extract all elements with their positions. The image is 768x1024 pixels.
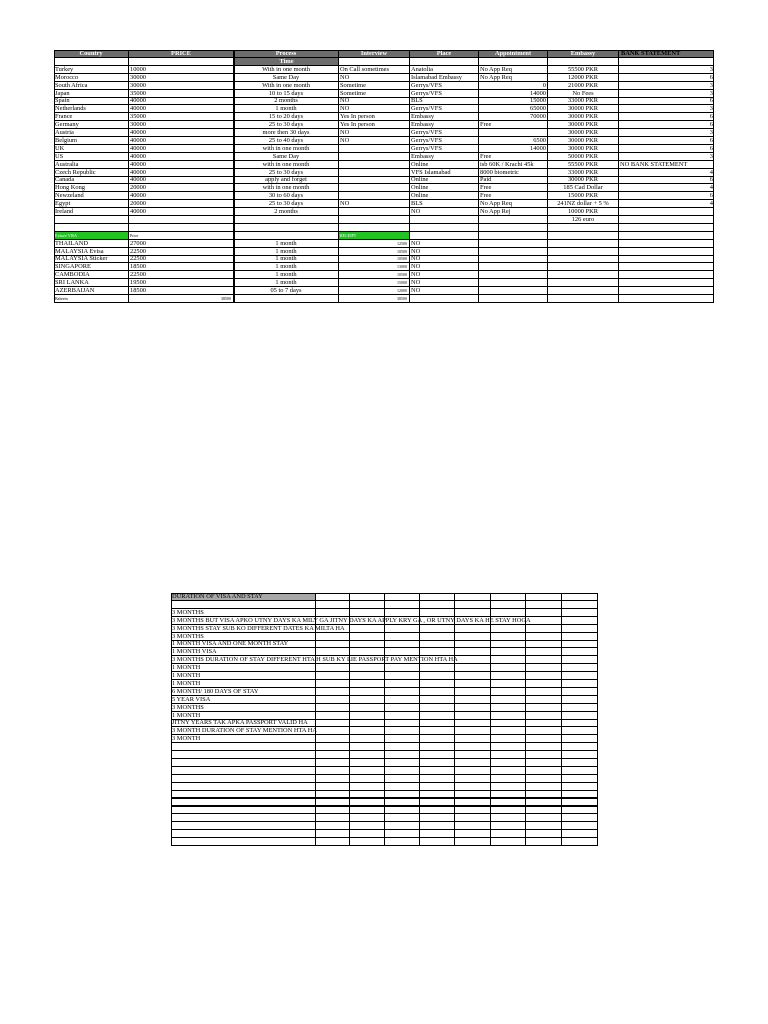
- table-cell[interactable]: 30000 PKR: [548, 137, 619, 145]
- table-cell[interactable]: 3 MONTH DURATION OF STAY MENTION HTA HA: [172, 727, 317, 735]
- receipt-value: 13000: [397, 264, 407, 270]
- column-divider: [233, 50, 235, 303]
- table-cell[interactable]: apply and forget: [234, 176, 339, 184]
- table-cell[interactable]: 33000 PKR: [548, 97, 619, 105]
- table-cell[interactable]: 40000: [129, 208, 234, 216]
- column-header-continued[interactable]: Time: [234, 58, 339, 66]
- trailing-digit: 6: [709, 136, 713, 144]
- table-cell[interactable]: Online: [410, 161, 479, 169]
- table-cell[interactable]: 8000 biometric: [479, 169, 548, 177]
- table-cell[interactable]: 3 MONTHS STAY SUB KO DIFFERENT DATES KA MILTA HA: [172, 624, 345, 632]
- table-cell[interactable]: 05 to 7 days: [234, 287, 339, 295]
- table-cell[interactable]: Egypt: [54, 200, 129, 208]
- table-cell[interactable]: SINGAPORE: [54, 263, 129, 271]
- table-cell[interactable]: 40000: [129, 105, 234, 113]
- table-cell[interactable]: Free: [479, 192, 548, 200]
- table-cell[interactable]: 40000: [129, 153, 234, 161]
- table-cell[interactable]: 40000: [129, 145, 234, 153]
- table-cell[interactable]: No Fees: [548, 90, 619, 98]
- table-cell[interactable]: 241NZ dollar + 5 %: [548, 200, 619, 208]
- table-cell[interactable]: Online: [410, 192, 479, 200]
- table-cell[interactable]: Japan: [54, 90, 129, 98]
- table-frame: [54, 50, 714, 303]
- trailing-digit: 6: [709, 176, 713, 184]
- column-header[interactable]: Appointment: [479, 50, 548, 58]
- table-cell[interactable]: Paid: [479, 176, 548, 184]
- table-cell[interactable]: 35000: [129, 90, 234, 98]
- table-cell[interactable]: With in one month: [234, 66, 339, 74]
- table-cell[interactable]: THAILAND: [54, 240, 129, 248]
- table-cell[interactable]: 20000: [129, 184, 234, 192]
- column-header[interactable]: Embassy: [548, 50, 619, 58]
- table-cell[interactable]: 27000: [129, 240, 234, 248]
- table-cell[interactable]: 30000: [129, 74, 234, 82]
- table-cell[interactable]: 1 MONTH: [171, 680, 316, 688]
- table-cell[interactable]: 30 to 60 days: [234, 192, 339, 200]
- table-cell[interactable]: JITNY YEARS TAK APKA PASSPORT VALID HA: [171, 719, 316, 727]
- table-cell[interactable]: 65000: [479, 105, 548, 113]
- table-cell[interactable]: 2 months: [234, 97, 339, 105]
- receipt-value: 12000: [397, 288, 407, 293]
- table-cell[interactable]: NO: [410, 287, 479, 295]
- table-cell[interactable]: No App Req: [479, 200, 548, 208]
- row-divider: [171, 797, 598, 799]
- table-cell[interactable]: No App Rej: [479, 208, 548, 216]
- row-divider: [54, 152, 714, 154]
- table-cell[interactable]: 25 to 40 days: [234, 137, 339, 145]
- table-cell[interactable]: Newzeland: [54, 192, 129, 200]
- table-cell[interactable]: No App Req: [479, 66, 548, 74]
- table-cell[interactable]: 30000 PKR: [548, 105, 619, 113]
- table-cell[interactable]: 10000: [129, 66, 234, 74]
- table-cell[interactable]: MALAYSIA Sticker: [54, 255, 129, 263]
- table-cell[interactable]: BLS: [410, 97, 479, 105]
- table-cell[interactable]: 40000: [129, 192, 234, 200]
- table-cell[interactable]: 35000: [129, 113, 234, 121]
- table-cell[interactable]: NO: [410, 240, 479, 248]
- table-cell[interactable]: 10 to 15 days: [234, 90, 339, 98]
- table-cell[interactable]: 3 MONTHS: [171, 633, 316, 641]
- table-cell[interactable]: Ireland: [54, 208, 129, 216]
- table-cell[interactable]: 22500: [129, 255, 234, 263]
- table-cell[interactable]: 40000: [129, 97, 234, 105]
- table-cell[interactable]: Gerrys/VFS: [410, 82, 479, 90]
- table-cell[interactable]: Online: [410, 184, 479, 192]
- row-divider: [54, 65, 714, 67]
- table-cell[interactable]: 20000: [129, 200, 234, 208]
- table-cell[interactable]: 126 euro: [548, 216, 619, 224]
- table-cell[interactable]: 25 to 30 days: [234, 169, 339, 177]
- table-cell[interactable]: Bahrein: [54, 295, 129, 303]
- table-cell[interactable]: 12000 PKR: [548, 74, 619, 82]
- row-divider: [54, 57, 714, 59]
- trailing-digit: 4: [709, 200, 713, 208]
- table-cell[interactable]: On Call sometimes: [339, 66, 410, 74]
- table-cell[interactable]: South Africa: [54, 82, 129, 90]
- table-cell[interactable]: NO: [339, 97, 410, 105]
- table-cell[interactable]: Belgium: [54, 137, 129, 145]
- table-cell[interactable]: 70000: [479, 113, 548, 121]
- table-cell[interactable]: 1 month: [234, 248, 339, 256]
- table-cell[interactable]: 30000 PKR: [548, 121, 619, 129]
- table-cell[interactable]: Free: [479, 121, 548, 129]
- table-cell[interactable]: 10000 PKR: [548, 208, 619, 216]
- table-cell[interactable]: Germany: [54, 121, 129, 129]
- trailing-digit: 6: [709, 113, 713, 121]
- table-cell[interactable]: with in one month: [234, 161, 339, 169]
- table-cell[interactable]: 30000 PKR: [548, 129, 619, 137]
- table-cell[interactable]: 1 month: [234, 105, 339, 113]
- table-cell[interactable]: 6 MONTH/ 180 DAYS OF STAY: [171, 688, 316, 696]
- trailing-digit: 3: [709, 152, 713, 160]
- table-cell[interactable]: 40000: [129, 161, 234, 169]
- table-cell[interactable]: Same Day: [234, 153, 339, 161]
- table-cell[interactable]: 30000 PKR: [548, 176, 619, 184]
- table-cell[interactable]: Online: [410, 176, 479, 184]
- trailing-digit: 3: [709, 65, 713, 73]
- row-divider: [171, 805, 598, 807]
- table-frame: [171, 593, 598, 846]
- table-cell[interactable]: Anatolia: [410, 66, 479, 74]
- column-header[interactable]: Interview: [339, 50, 410, 58]
- table-cell[interactable]: NO: [410, 279, 479, 287]
- table-cell[interactable]: 30000 PKR: [548, 145, 619, 153]
- trailing-digit: 3: [709, 129, 713, 136]
- table-cell[interactable]: Yes In person: [339, 121, 410, 129]
- trailing-digit: 4: [709, 168, 713, 176]
- row-divider: [54, 144, 714, 146]
- table-cell[interactable]: 30000: [129, 121, 234, 129]
- table-cell[interactable]: 30000 PKR: [548, 113, 619, 121]
- table-cell[interactable]: 3 MONTHS: [171, 704, 316, 712]
- table-cell[interactable]: 1 MONTH: [171, 712, 316, 720]
- table-cell[interactable]: 185 Cad Dollar: [548, 184, 619, 192]
- table-cell[interactable]: 15000 PKR: [548, 192, 619, 200]
- table-cell[interactable]: Czech Republic: [54, 169, 129, 177]
- table-cell[interactable]: 40000: [129, 129, 234, 137]
- table-cell[interactable]: Sometime: [339, 90, 410, 98]
- table-cell[interactable]: more then 30 days: [234, 129, 339, 137]
- table-cell[interactable]: Yes In person: [339, 113, 410, 121]
- table-cell[interactable]: NO: [339, 74, 410, 82]
- table-cell[interactable]: 3 MONTHS: [171, 609, 316, 617]
- table-cell[interactable]: NO: [410, 263, 479, 271]
- table-cell[interactable]: Embassy: [410, 153, 479, 161]
- table-cell[interactable]: Free: [479, 153, 548, 161]
- receipt-value: 10500: [397, 256, 407, 262]
- table-cell[interactable]: Gerrys/VFS: [410, 105, 479, 113]
- trailing-digit: 6: [709, 73, 713, 81]
- table-cell[interactable]: 55500 PKR: [548, 66, 619, 74]
- table-cell[interactable]: Gerrys/VFS: [410, 129, 479, 137]
- table-cell[interactable]: France: [54, 113, 129, 121]
- duration-header[interactable]: DURATION OF VISA AND STAY: [171, 593, 316, 601]
- table-cell[interactable]: 1 MONTH VISA AND ONE MONTH STAY: [171, 640, 316, 648]
- trailing-digit: 3: [709, 89, 713, 97]
- table-cell[interactable]: Sometime: [339, 82, 410, 90]
- table-cell[interactable]: NO: [339, 200, 410, 208]
- column-header[interactable]: Place: [410, 50, 479, 58]
- table-cell[interactable]: Canada: [54, 176, 129, 184]
- table-cell[interactable]: 15000: [479, 97, 548, 105]
- table-cell[interactable]: 0: [479, 82, 548, 90]
- table-cell[interactable]: 5 YEAR VISA: [171, 696, 316, 704]
- table-cell[interactable]: 33000 PKR: [548, 169, 619, 177]
- table-cell[interactable]: NO: [339, 129, 410, 137]
- table-cell[interactable]: Spain: [54, 97, 129, 105]
- table-cell[interactable]: 1 month: [234, 255, 339, 263]
- table-cell[interactable]: 1 month: [234, 279, 339, 287]
- table-cell[interactable]: NO: [410, 248, 479, 256]
- table-cell[interactable]: 25 to 30 days: [234, 200, 339, 208]
- table-cell[interactable]: 2 months: [234, 208, 339, 216]
- table-cell[interactable]: Australia: [54, 161, 129, 169]
- table-cell[interactable]: with in one month: [234, 145, 339, 153]
- trailing-digit: 6: [709, 192, 713, 200]
- table-cell[interactable]: 1 MONTH: [171, 672, 316, 680]
- trailing-digit: 4: [709, 184, 713, 192]
- table-cell[interactable]: 40000: [129, 169, 234, 177]
- column-header[interactable]: Country: [54, 50, 129, 58]
- table-cell[interactable]: 40000: [129, 176, 234, 184]
- table-cell[interactable]: 21000 PKR: [548, 82, 619, 90]
- evisa-header[interactable]: Price: [129, 232, 234, 240]
- table-cell[interactable]: Morocco: [54, 74, 129, 82]
- table-cell[interactable]: Hong Kong: [54, 184, 129, 192]
- table-cell[interactable]: 25 to 30 days: [234, 121, 339, 129]
- table-cell[interactable]: Austria: [54, 129, 129, 137]
- table-cell[interactable]: 30000: [129, 82, 234, 90]
- table-cell[interactable]: 1 MONTH VISA: [171, 648, 316, 656]
- receipt-value: 10500: [397, 272, 407, 278]
- table-cell[interactable]: 50000 PKR: [548, 153, 619, 161]
- table-cell[interactable]: 40000: [129, 137, 234, 145]
- evisa-header[interactable]: Evisa/e VISA: [54, 232, 129, 240]
- evisa-header[interactable]: RECEIPT: [339, 232, 410, 240]
- table-cell[interactable]: NO BANK STATEMENT: [619, 161, 714, 169]
- column-header[interactable]: Process: [234, 50, 339, 58]
- row-divider: [54, 136, 714, 138]
- table-cell[interactable]: MALAYSIA Evisa: [54, 248, 129, 256]
- table-cell[interactable]: CAMBODIA: [54, 271, 129, 279]
- trailing-digit: 3: [709, 81, 713, 89]
- table-cell[interactable]: 6500: [479, 137, 548, 145]
- table-cell[interactable]: 18500: [129, 287, 234, 295]
- table-cell[interactable]: UK: [54, 145, 129, 153]
- table-cell[interactable]: NO: [339, 137, 410, 145]
- table-cell[interactable]: 14000: [479, 90, 548, 98]
- column-header[interactable]: PRICE: [129, 50, 234, 58]
- table-cell[interactable]: NO: [410, 255, 479, 263]
- table-cell[interactable]: 1 MONTH: [171, 664, 316, 672]
- table-cell[interactable]: Gerrys/VFS: [410, 90, 479, 98]
- table-cell[interactable]: Islamabad Embassy: [410, 74, 479, 82]
- table-cell[interactable]: isb 60K / Krachi 45k: [479, 161, 548, 169]
- row-divider: [171, 679, 598, 681]
- table-cell[interactable]: 19500: [129, 279, 234, 287]
- table-cell[interactable]: 1 month: [234, 240, 339, 248]
- table-cell[interactable]: with in one month: [234, 184, 339, 192]
- table-cell[interactable]: With in one month: [234, 82, 339, 90]
- table-cell[interactable]: No App Req: [479, 74, 548, 82]
- table-cell[interactable]: NO: [339, 105, 410, 113]
- table-cell[interactable]: US: [54, 153, 129, 161]
- table-cell[interactable]: NO: [410, 208, 479, 216]
- row-divider: [171, 608, 598, 610]
- table-cell[interactable]: AZERBAIJAN: [54, 287, 129, 295]
- table-cell[interactable]: 22500: [129, 271, 234, 279]
- trailing-digit: 6: [709, 144, 713, 152]
- table-cell[interactable]: 3 MONTH: [171, 735, 316, 743]
- receipt-value: 10500: [397, 248, 407, 254]
- table-cell[interactable]: VFS Islamabad: [410, 169, 479, 177]
- column-header[interactable]: BANK STATEMENT: [619, 50, 714, 58]
- table-cell[interactable]: 14000: [479, 145, 548, 153]
- table-cell[interactable]: NO: [410, 271, 479, 279]
- table-cell[interactable]: 3 MONTHS BUT VISA APKO UTNY DAYS KA MILY GA JITNY DAYS KA APPLY KRY GA , OR UTNY DAYS KA HE STAY HOGA: [172, 616, 531, 624]
- receipt-value: 38500: [397, 295, 407, 301]
- table-cell[interactable]: Free: [479, 184, 548, 192]
- table-cell[interactable]: SRI LANKA: [54, 279, 129, 287]
- table-cell[interactable]: Netherlands: [54, 105, 129, 113]
- table-cell[interactable]: 3 MONTHS DURATION OF STAY DIFFERENT HTA H SUB KY LIE PASSPORT PAY MENTION HTA HA: [172, 656, 458, 664]
- table-cell[interactable]: 55500 PKR: [548, 161, 619, 169]
- table-cell[interactable]: Embassy: [410, 113, 479, 121]
- table-cell[interactable]: 22500: [129, 248, 234, 256]
- table-cell[interactable]: Same Day: [234, 74, 339, 82]
- trailing-digit: 3: [709, 105, 713, 113]
- trailing-digit: 6: [709, 97, 713, 105]
- trailing-digit: 6: [709, 121, 713, 129]
- table-cell[interactable]: 18500: [129, 263, 234, 271]
- table-cell[interactable]: BLS: [410, 200, 479, 208]
- table-cell[interactable]: Gerrys/VFS: [410, 145, 479, 153]
- receipt-value: 15000: [397, 280, 407, 286]
- price-value: 38500: [221, 295, 231, 301]
- table-cell[interactable]: 1 month: [234, 271, 339, 279]
- receipt-value: 12500: [397, 240, 407, 246]
- table-cell[interactable]: Embassy: [410, 121, 479, 129]
- table-cell[interactable]: Gerrys/VFS: [410, 137, 479, 145]
- table-cell[interactable]: 1 month: [234, 263, 339, 271]
- table-cell[interactable]: Turkey: [54, 66, 129, 74]
- table-cell[interactable]: 15 to 20 days: [234, 113, 339, 121]
